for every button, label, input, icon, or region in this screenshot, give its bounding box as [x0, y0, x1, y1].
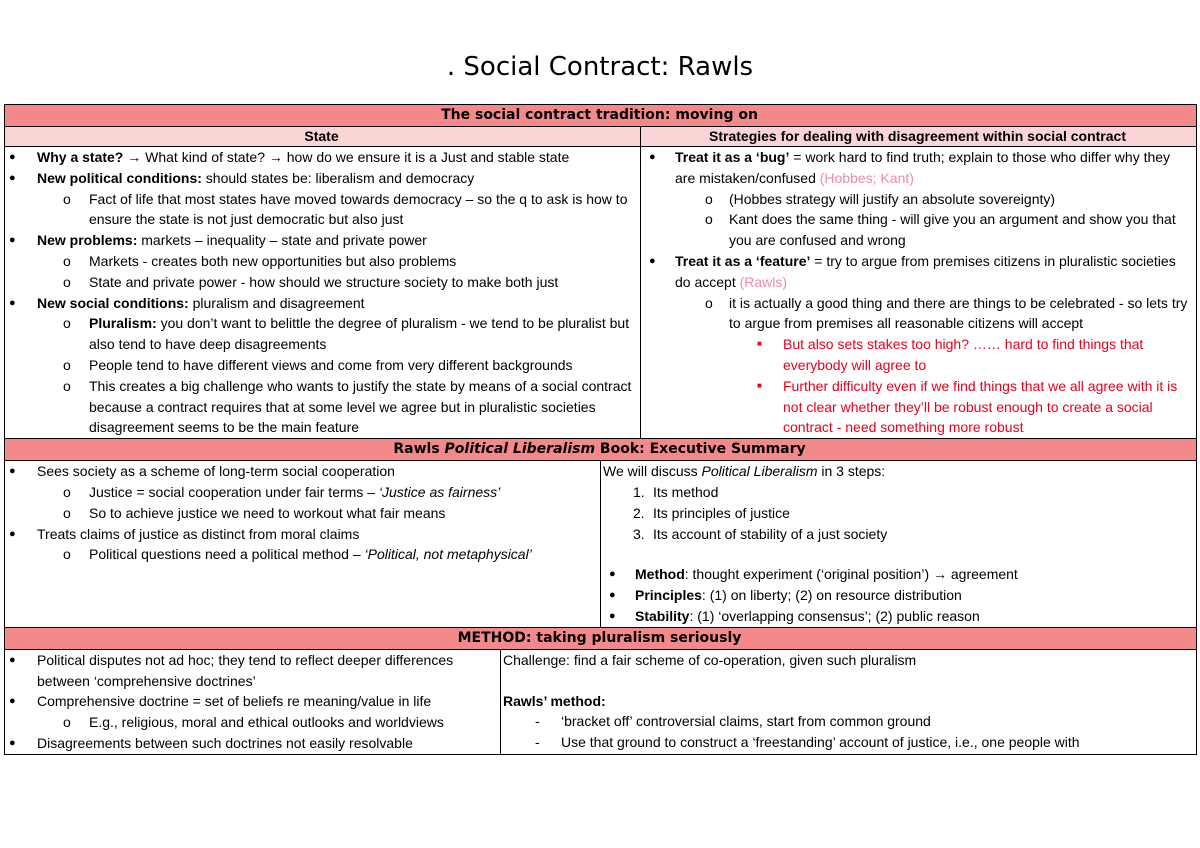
sub-list-item: o E.g., religious, moral and ethical outlooks and worldviews — [7, 712, 496, 733]
section-header-method: METHOD: taking pluralism seriously — [5, 627, 1197, 649]
list-item: ● New political conditions: should states be: liberalism and democracy — [7, 168, 636, 189]
sub-list-item: o State and private power - how should we structure society to make both just — [7, 272, 636, 293]
critique-item: ■ Further difficulty even if we find things that we all agree with it is not clear whether they’ll be robust enough to create a social contract - need something more robust — [643, 376, 1192, 438]
list-item: ● Why a state? → What kind of state? → how do we ensure it is a Just and stable state — [7, 147, 636, 168]
sub-list-item: o This creates a big challenge who wants to justify the state by means of a social contract because a contract requires that at some level we agree but in pluralistic societies disagreement seems to be the main feature — [7, 376, 636, 438]
list-item: ● New social conditions: pluralism and disagreement — [7, 293, 636, 314]
list-item: ● Comprehensive doctrine = set of beliefs re meaning/value in life — [7, 691, 496, 712]
notes-table — [4, 104, 1197, 755]
critique-item: ■ But also sets stakes too high? …… hard to find things that everybody will agree to — [643, 334, 1192, 376]
citation: (Hobbes; Kant) — [819, 169, 914, 186]
list-item: ● Sees society as a scheme of long-term social cooperation — [7, 461, 596, 482]
list-item: ● Stability: (1) ‘overlapping consensus’; (2) public reason — [603, 606, 1192, 627]
state-cell — [5, 147, 641, 439]
column-header-strategies: Strategies for dealing with disagreement within social contract — [641, 127, 1197, 147]
list-item: ● Treat it as a ‘feature’ = try to argue from premises citizens in pluralistic societies do accept (Rawls) — [643, 251, 1192, 293]
rawls-method-label: Rawls’ method: — [503, 692, 606, 709]
section-header-executive-summary: Rawls Political Liberalism Book: Executive Summary — [5, 439, 1197, 461]
list-item: ● Principles: (1) on liberty; (2) on resource distribution — [603, 585, 1192, 606]
sub-list-item: o (Hobbes strategy will justify an absolute sovereignty) — [643, 189, 1192, 210]
list-item: - ‘bracket off’ controversial claims, start from common ground — [503, 711, 1192, 732]
list-item: ● Disagreements between such doctrines not easily resolvable — [7, 733, 496, 754]
challenge-text: Challenge: find a fair scheme of co-operation, given such pluralism — [503, 651, 917, 668]
summary-left-cell — [5, 461, 601, 628]
list-item: - Use that ground to construct a ‘freestanding’ account of justice, i.e., one people with — [503, 732, 1192, 753]
list-item: 1. Its method — [633, 483, 719, 500]
sub-list-item: o So to achieve justice we need to workout what fair means — [7, 503, 596, 524]
sub-list-item: o Markets - creates both new opportunities but also problems — [7, 251, 636, 272]
method-right-cell — [501, 649, 1197, 754]
list-item: ● New problems: markets – inequality – state and private power — [7, 230, 636, 251]
sub-list-item: o Pluralism: you don’t want to belittle the degree of pluralism - we tend to be pluralist but also tend to have deep disagreements — [7, 313, 636, 355]
sub-list-item: o Fact of life that most states have moved towards democracy – so the q to ask is how to ensure the state is not just democratic but also just — [7, 189, 636, 231]
section-header-social-contract: The social contract tradition: moving on — [5, 105, 1197, 127]
column-header-state: State — [5, 127, 641, 147]
list-item: 2. Its principles of justice — [633, 504, 790, 521]
sub-list-item: o People tend to have different views and come from very different backgrounds — [7, 355, 636, 376]
list-item: 3. Its account of stability of a just society — [633, 525, 888, 542]
list-item: ● Treat it as a ‘bug’ = work hard to find truth; explain to those who differ why they are mistaken/confused (Hobbes; Kant) — [643, 147, 1192, 189]
summary-right-cell — [601, 461, 1197, 628]
summary-intro: We will discuss Political Liberalism in 3 steps: — [603, 463, 886, 480]
list-item: ● Political disputes not ad hoc; they tend to reflect deeper differences between ‘comprehensive doctrines’ — [7, 650, 496, 692]
citation: (Rawls) — [739, 273, 788, 290]
page-title: . Social Contract: Rawls — [446, 52, 754, 82]
list-item: ● Method: thought experiment (‘original position’) → agreement — [603, 564, 1192, 585]
list-item: ● Treats claims of justice as distinct from moral claims — [7, 524, 596, 545]
method-left-cell — [5, 649, 501, 754]
sub-list-item: o it is actually a good thing and there are things to be celebrated - so lets try to argue from premises all reasonable citizens will accept — [643, 293, 1192, 335]
sub-list-item: o Kant does the same thing - will give you an argument and show you that you are confused and wrong — [643, 209, 1192, 251]
sub-list-item: o Justice = social cooperation under fair terms – ‘Justice as fairness’ — [7, 482, 596, 503]
sub-list-item: o Political questions need a political method – ‘Political, not metaphysical’ — [7, 544, 596, 565]
strategies-cell — [641, 147, 1197, 439]
